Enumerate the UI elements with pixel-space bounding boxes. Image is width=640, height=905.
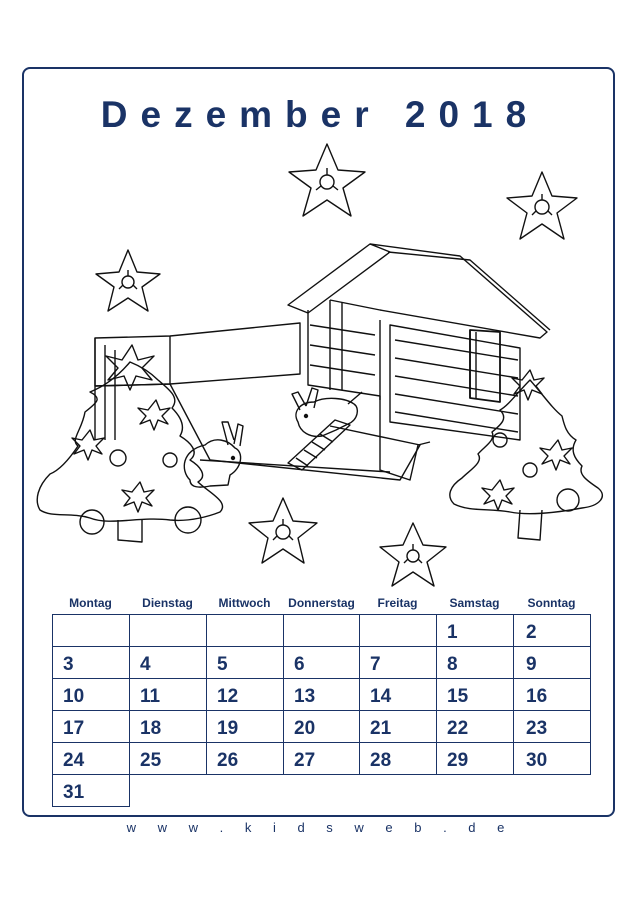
day-cell bbox=[359, 614, 437, 647]
day-number: 24 bbox=[63, 750, 85, 771]
star-icon bbox=[96, 250, 160, 311]
christmas-tree-icon bbox=[450, 370, 603, 540]
day-number: 14 bbox=[370, 686, 392, 707]
weekday-label: Montag bbox=[69, 596, 112, 610]
day-cell bbox=[283, 742, 360, 775]
day-number: 5 bbox=[217, 654, 228, 675]
day-number: 26 bbox=[217, 750, 239, 771]
day-number: 19 bbox=[217, 718, 239, 739]
weekday-label: Donnerstag bbox=[288, 596, 355, 610]
day-number: 21 bbox=[370, 718, 392, 739]
day-cell bbox=[513, 646, 591, 679]
day-cell bbox=[513, 710, 591, 743]
hut-icon bbox=[288, 244, 550, 480]
day-number: 7 bbox=[370, 654, 381, 675]
day-number: 13 bbox=[294, 686, 316, 707]
day-number: 18 bbox=[140, 718, 162, 739]
day-cell bbox=[52, 614, 130, 647]
weekday-label: Freitag bbox=[377, 596, 418, 610]
day-cell bbox=[359, 678, 437, 711]
day-cell bbox=[206, 646, 284, 679]
day-number: 11 bbox=[140, 686, 161, 707]
coloring-illustration bbox=[30, 140, 610, 590]
day-number: 25 bbox=[140, 750, 162, 771]
day-cell bbox=[436, 646, 514, 679]
day-cell bbox=[283, 646, 360, 679]
day-number: 4 bbox=[140, 654, 151, 675]
day-cell bbox=[283, 678, 360, 711]
day-cell bbox=[283, 710, 360, 743]
day-number: 28 bbox=[370, 750, 392, 771]
day-cell bbox=[206, 742, 284, 775]
enclosure-icon bbox=[95, 323, 420, 480]
day-number: 16 bbox=[526, 686, 548, 707]
bunny-icon bbox=[292, 388, 362, 436]
calendar-title: Dezember 2018 bbox=[100, 94, 540, 135]
star-icon bbox=[507, 172, 577, 239]
day-cell bbox=[359, 710, 437, 743]
day-cell bbox=[52, 742, 130, 775]
weekday-label: Samstag bbox=[449, 596, 500, 610]
star-icon bbox=[289, 144, 365, 216]
calendar-grid bbox=[52, 614, 590, 808]
day-cell bbox=[129, 710, 207, 743]
weekday-label: Mittwoch bbox=[218, 596, 271, 610]
day-number: 3 bbox=[63, 654, 74, 675]
day-cell bbox=[129, 646, 207, 679]
day-cell bbox=[129, 614, 207, 647]
day-number: 22 bbox=[447, 718, 469, 739]
day-cell bbox=[52, 774, 130, 807]
christmas-tree-icon bbox=[37, 345, 222, 542]
day-cell bbox=[52, 710, 130, 743]
day-number: 30 bbox=[526, 750, 548, 771]
day-number: 6 bbox=[294, 654, 305, 675]
day-number: 15 bbox=[447, 686, 469, 707]
star-icon bbox=[249, 498, 317, 563]
day-number: 17 bbox=[63, 718, 85, 739]
day-number: 31 bbox=[63, 782, 85, 803]
day-number: 27 bbox=[294, 750, 316, 771]
day-cell bbox=[359, 646, 437, 679]
day-number: 2 bbox=[526, 622, 537, 643]
day-cell bbox=[359, 742, 437, 775]
day-cell bbox=[206, 678, 284, 711]
day-cell bbox=[436, 710, 514, 743]
weekday-label: Dienstag bbox=[142, 596, 193, 610]
day-cell bbox=[52, 646, 130, 679]
day-cell bbox=[436, 614, 514, 647]
day-number: 29 bbox=[447, 750, 469, 771]
day-cell bbox=[206, 614, 284, 647]
weekday-header bbox=[52, 596, 590, 612]
day-cell bbox=[513, 742, 591, 775]
weekday-label: Sonntag bbox=[527, 596, 576, 610]
day-number: 8 bbox=[447, 654, 458, 675]
day-cell bbox=[129, 678, 207, 711]
day-cell bbox=[129, 742, 207, 775]
website-footer: w w w . k i d s w e b . d e bbox=[126, 820, 514, 835]
star-icon bbox=[380, 523, 446, 586]
day-cell bbox=[513, 614, 591, 647]
bunny-icon bbox=[184, 422, 243, 487]
day-cell bbox=[436, 742, 514, 775]
day-number: 1 bbox=[447, 622, 458, 643]
day-number: 12 bbox=[217, 686, 239, 707]
day-cell bbox=[436, 678, 514, 711]
day-number: 23 bbox=[526, 718, 548, 739]
day-number: 20 bbox=[294, 718, 316, 739]
day-cell bbox=[52, 678, 130, 711]
day-number: 9 bbox=[526, 654, 537, 675]
day-cell bbox=[513, 678, 591, 711]
day-cell bbox=[283, 614, 360, 647]
day-cell bbox=[206, 710, 284, 743]
day-number: 10 bbox=[63, 686, 85, 707]
